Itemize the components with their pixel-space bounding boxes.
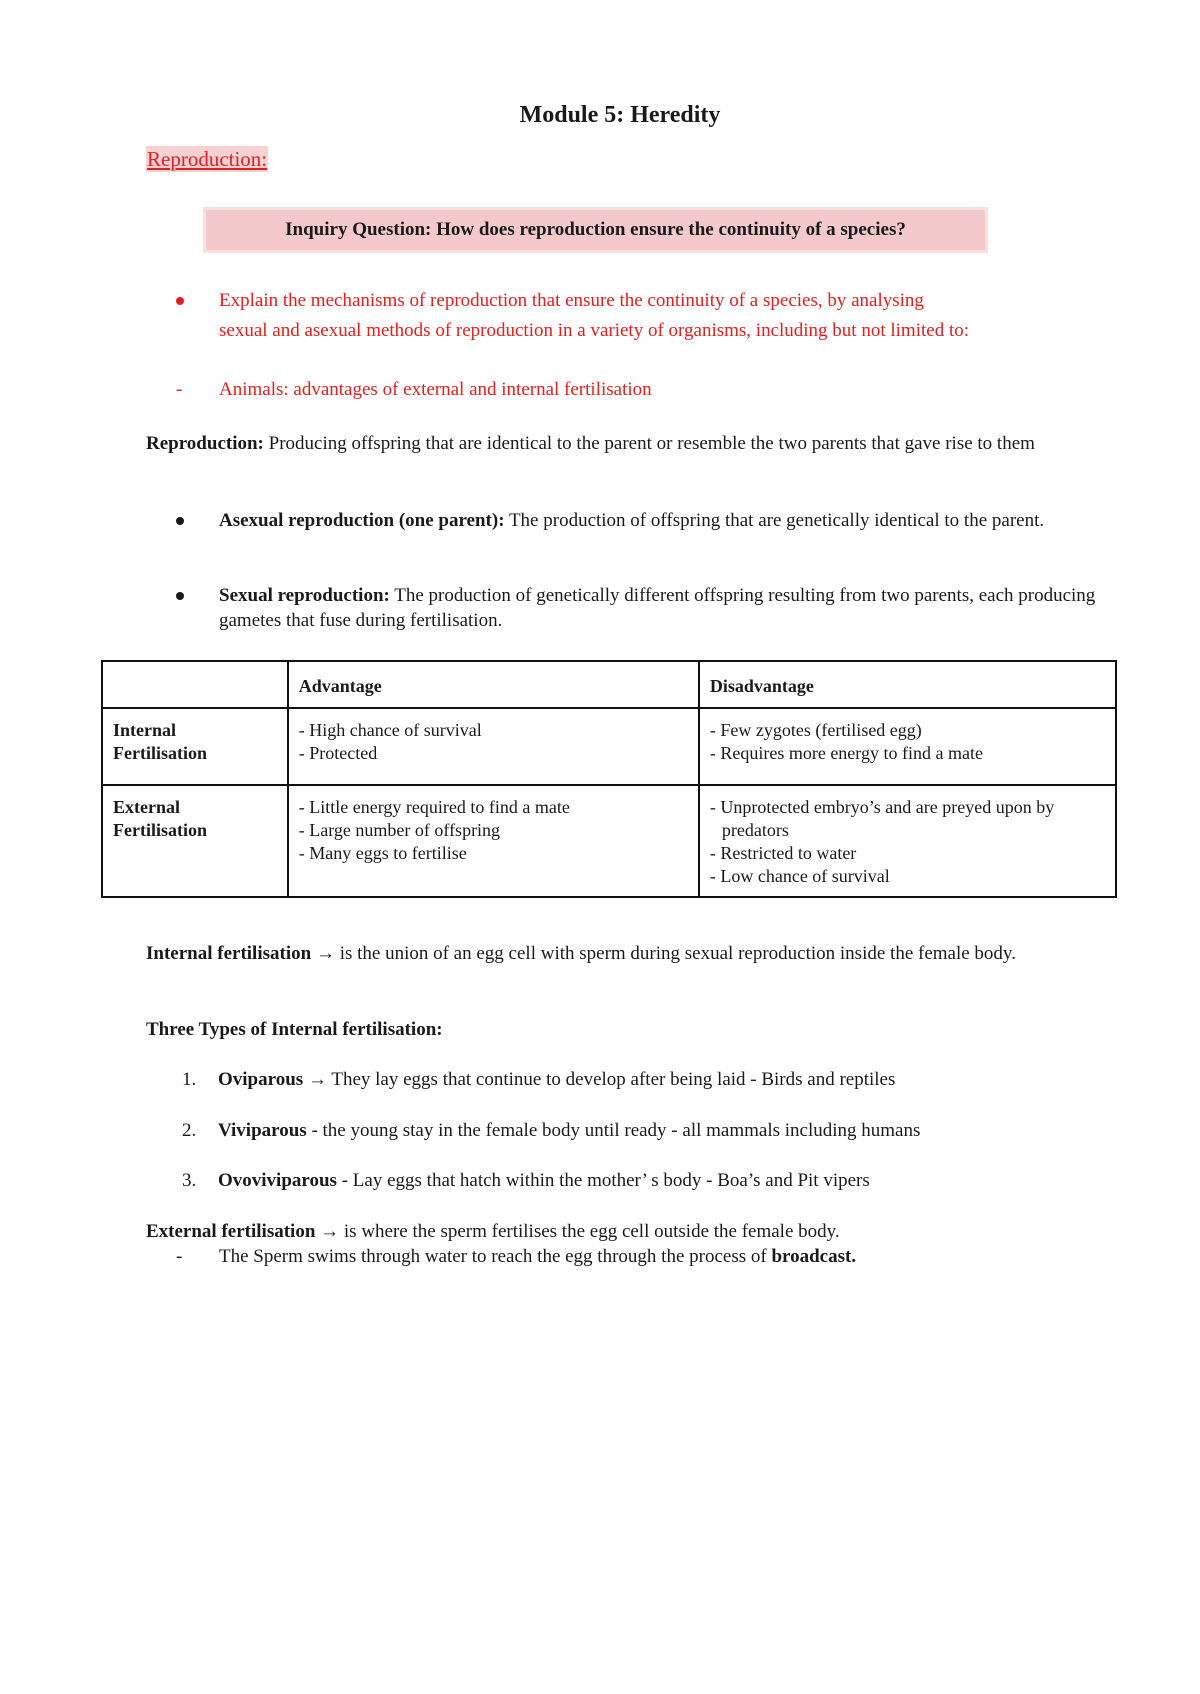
external-subpoint-bold: broadcast.	[771, 1246, 857, 1267]
fertilisation-comparison-table	[101, 660, 1117, 898]
type-term: Ovoviviparous	[218, 1170, 337, 1191]
inquiry-question-box: Inquiry Question: How does reproduction ensure the continuity of a species?	[203, 207, 988, 253]
table-header-cell: Advantage	[288, 661, 699, 708]
external-subpoint	[176, 1244, 1126, 1270]
definition-text: Producing offspring that are identical to the parent or resemble the two parents that gave rise to them	[268, 433, 1035, 454]
bullet-icon	[176, 517, 184, 525]
list-item	[182, 1067, 1132, 1093]
advantage-cell: - High chance of survival - Protected	[288, 708, 699, 785]
internal-fertilisation-definition	[146, 941, 1076, 966]
disadvantage-cell: - Few zygotes (fertilised egg) - Requires more energy to find a mate	[699, 708, 1116, 785]
types-heading: Three Types of Internal fertilisation:	[146, 1019, 443, 1040]
dash-marker: -	[176, 379, 183, 400]
external-text: is where the sperm fertilises the egg cell outside the female body.	[343, 1221, 840, 1242]
bullet-icon	[176, 297, 184, 305]
bullet-term: Sexual reproduction:	[219, 585, 390, 606]
reproduction-definition	[146, 431, 1086, 456]
external-subpoint-text: The Sperm swims through water to reach the egg through the process of	[219, 1246, 767, 1267]
dash-marker: -	[176, 1246, 183, 1267]
type-text: the young stay in the female body until ready - all mammals including humans	[322, 1120, 921, 1141]
syllabus-point-line2: sexual and asexual methods of reproduction in a variety of organisms, including but not limited to:	[219, 320, 969, 341]
separator: -	[311, 1120, 318, 1141]
internal-term: Internal fertilisation	[146, 943, 312, 964]
type-term: Oviparous	[218, 1069, 304, 1090]
bullet-sexual	[176, 583, 1106, 635]
table-row	[102, 708, 1116, 785]
bullet-text: The production of genetically different offspring resulting from two parents, each producing gametes that fuse during fertilisation.	[219, 585, 1096, 631]
table-row	[102, 785, 1116, 897]
separator: -	[341, 1170, 349, 1191]
syllabus-point-line1: Explain the mechanisms of reproduction that ensure the continuity of a species, by analysing	[219, 290, 924, 311]
table-header-cell	[102, 661, 288, 708]
syllabus-subpoint-text: Animals: advantages of external and internal fertilisation	[219, 379, 652, 400]
section-heading: Reproduction:	[147, 147, 268, 171]
arrow-icon: →	[307, 1069, 327, 1090]
internal-text: is the union of an egg cell with sperm during sexual reproduction inside the female body.	[339, 943, 1016, 964]
list-number: 2.	[182, 1120, 197, 1141]
arrow-icon: →	[320, 1221, 340, 1242]
syllabus-point	[176, 288, 1156, 344]
type-term: Viviparous	[218, 1120, 307, 1141]
type-text: Lay eggs that hatch within the mother’ s body - Boa’s and Pit vipers	[352, 1170, 870, 1191]
list-number: 1.	[182, 1069, 197, 1090]
syllabus-subpoint	[176, 377, 1156, 403]
bullet-asexual	[176, 508, 1106, 560]
definition-term: Reproduction:	[146, 433, 264, 454]
list-number: 3.	[182, 1170, 197, 1191]
bullet-term: Asexual reproduction (one parent):	[219, 510, 505, 531]
bullet-icon	[176, 592, 184, 600]
type-text: They lay eggs that continue to develop after being laid - Birds and reptiles	[331, 1069, 896, 1090]
external-term: External fertilisation	[146, 1221, 316, 1242]
external-fertilisation-definition	[146, 1219, 1096, 1244]
list-item	[182, 1168, 1132, 1194]
list-item	[182, 1118, 1132, 1144]
disadvantage-cell: - Unprotected embryo’s and are preyed upon by predators - Restricted to water - Low chance of survival	[699, 785, 1116, 897]
table-header-cell: Disadvantage	[699, 661, 1116, 708]
bullet-text: The production of offspring that are genetically identical to the parent.	[508, 510, 1045, 531]
table-header-row	[102, 661, 1116, 708]
arrow-icon: →	[315, 943, 335, 964]
row-label: Internal Fertilisation	[102, 708, 288, 785]
advantage-cell: - Little energy required to find a mate - Large number of offspring - Many eggs to fertilise	[288, 785, 699, 897]
row-label: External Fertilisation	[102, 785, 288, 897]
page-title: Module 5: Heredity	[519, 102, 721, 128]
